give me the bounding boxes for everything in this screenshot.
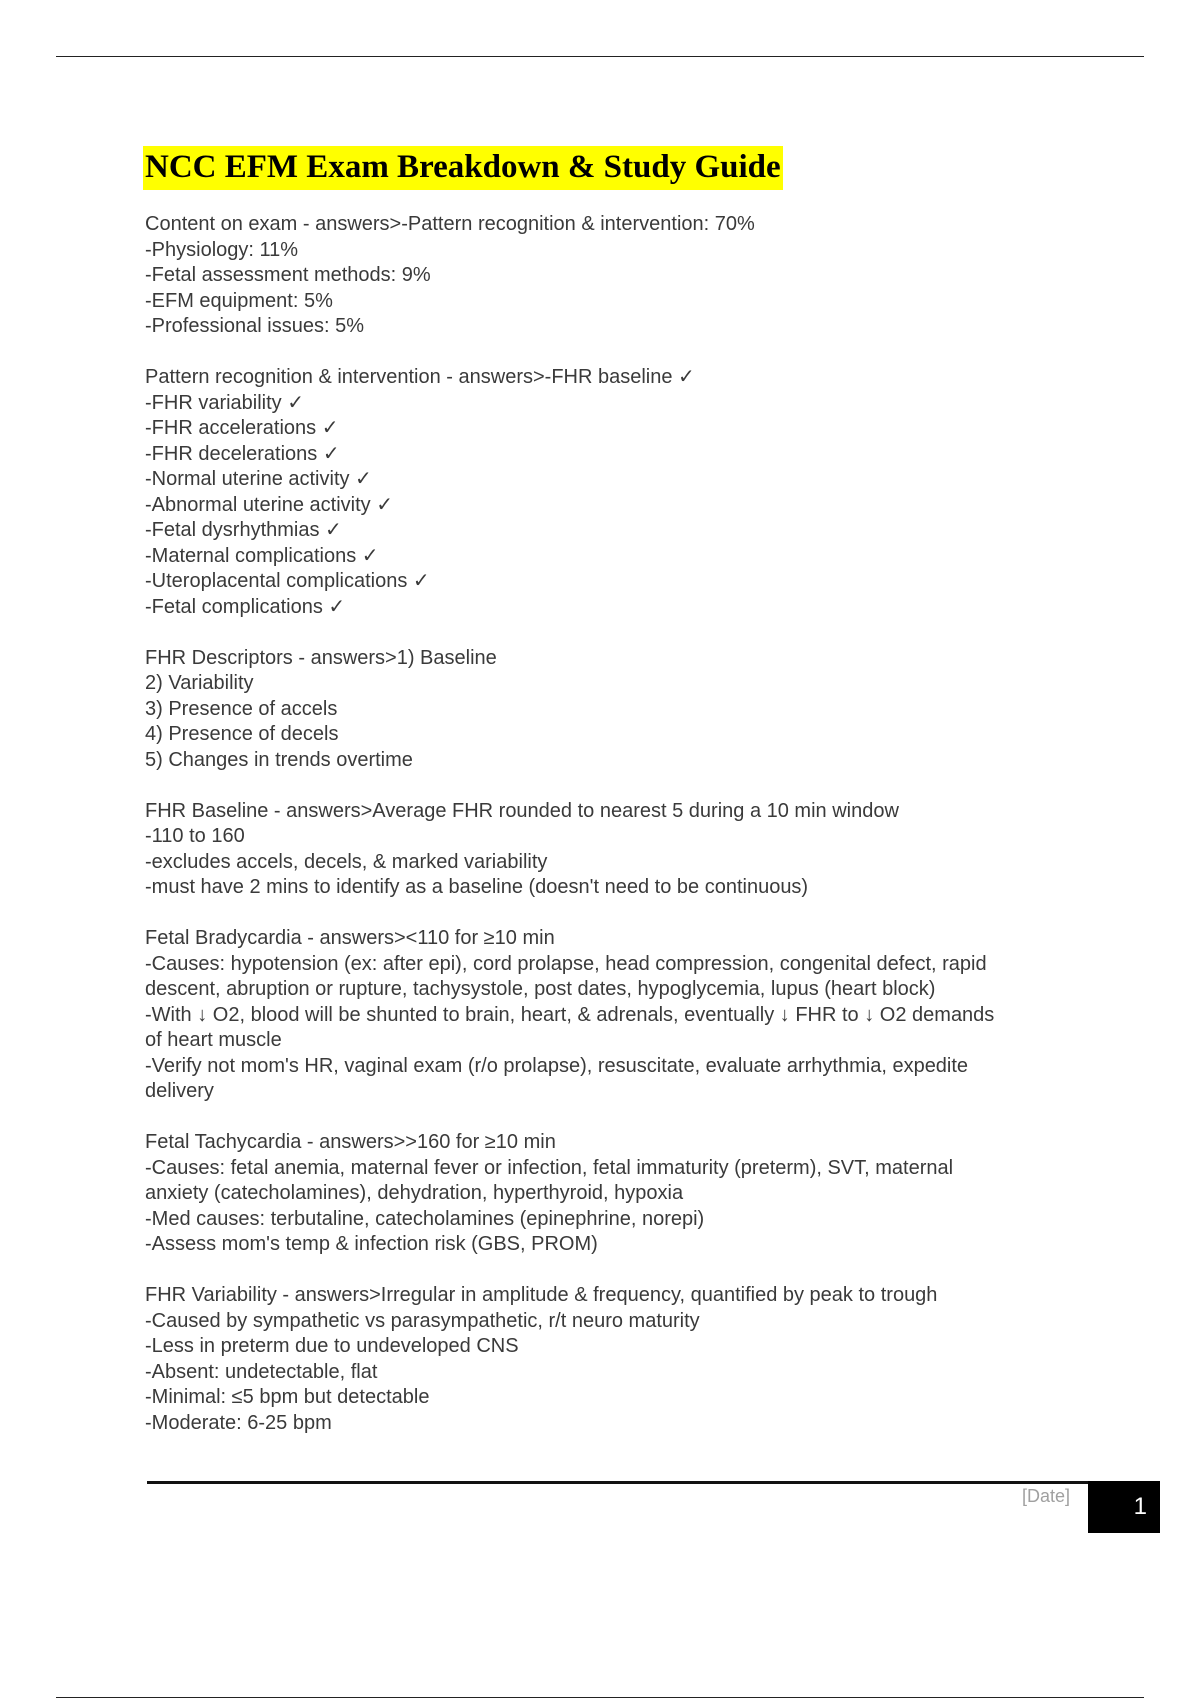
text-line: -EFM equipment: 5% <box>145 289 333 312</box>
section <box>145 926 1105 1105</box>
text-line: -Abnormal uterine activity ✓ <box>145 493 393 516</box>
section <box>145 646 1105 774</box>
text-line: Fetal Tachycardia - answers>>160 for ≥10 min <box>145 1131 556 1153</box>
text-line: 5) Changes in trends overtime <box>145 748 413 771</box>
text-line: -Minimal: ≤5 bpm but detectable <box>145 1386 430 1408</box>
text-line: descent, abruption or rupture, tachysystole, post dates, hypoglycemia, lupus (heart block) <box>145 978 936 1000</box>
text-line: -Fetal assessment methods: 9% <box>145 264 431 286</box>
text-line: -Professional issues: 5% <box>145 315 364 337</box>
study-guide-sections <box>145 212 1105 1436</box>
text-line: -FHR accelerations ✓ <box>145 417 339 439</box>
text-line: -Fetal complications ✓ <box>145 595 346 618</box>
text-line: Fetal Bradycardia - answers><110 for ≥10 min <box>145 927 555 949</box>
footer-rule <box>147 1481 1160 1484</box>
section <box>145 1130 1105 1258</box>
section <box>145 1283 1105 1436</box>
text-line: -Causes: hypotension (ex: after epi), cord prolapse, head compression, congenital defect, rapid <box>145 952 987 975</box>
text-line: delivery <box>145 1080 214 1102</box>
text-line: -110 to 160 <box>145 825 245 847</box>
text-line: -With ↓ O2, blood will be shunted to brain, heart, & adrenals, eventually ↓ FHR to ↓ O2 demands <box>145 1003 995 1026</box>
text-line: -Fetal dysrhythmias ✓ <box>145 519 342 541</box>
text-line: -must have 2 mins to identify as a baseline (doesn't need to be continuous) <box>145 876 809 898</box>
section <box>145 212 1105 340</box>
text-line: FHR Variability - answers>Irregular in amplitude & frequency, quantified by peak to trough <box>145 1284 938 1306</box>
text-line: Content on exam - answers>-Pattern recognition & intervention: 70% <box>145 213 755 235</box>
text-line: -excludes accels, decels, & marked variability <box>145 850 548 873</box>
section <box>145 365 1105 620</box>
text-line: 4) Presence of decels <box>145 723 339 745</box>
text-line: -Maternal complications ✓ <box>145 544 379 567</box>
text-line: -Med causes: terbutaline, catecholamines (epinephrine, norepi) <box>145 1207 705 1230</box>
document-title: NCC EFM Exam Breakdown & Study Guide <box>143 146 783 190</box>
text-line: FHR Baseline - answers>Average FHR rounded to nearest 5 during a 10 min window <box>145 799 899 822</box>
text-line: -Absent: undetectable, flat <box>145 1360 378 1383</box>
text-line: -Verify not mom's HR, vaginal exam (r/o prolapse), resuscitate, evaluate arrhythmia, expedite <box>145 1054 969 1077</box>
text-line: -Physiology: 11% <box>145 238 299 261</box>
text-line: FHR Descriptors - answers>1) Baseline <box>145 646 497 669</box>
top-rule <box>56 56 1144 57</box>
text-line: -FHR variability ✓ <box>145 391 304 414</box>
text-line: -Less in preterm due to undeveloped CNS <box>145 1335 519 1357</box>
text-line: -Uteroplacental complications ✓ <box>145 570 430 592</box>
text-line: -Moderate: 6-25 bpm <box>145 1411 332 1434</box>
page-content <box>145 146 1105 1462</box>
text-line: -Normal uterine activity ✓ <box>145 468 372 490</box>
text-line: 2) Variability <box>145 672 254 694</box>
bottom-rule <box>56 1697 1144 1698</box>
text-line: -FHR decelerations ✓ <box>145 442 340 465</box>
page-number-box <box>1088 1481 1160 1533</box>
text-line: of heart muscle <box>145 1029 282 1051</box>
text-line: 3) Presence of accels <box>145 697 338 720</box>
text-line: -Causes: fetal anemia, maternal fever or infection, fetal immaturity (preterm), SVT, maternal <box>145 1156 954 1179</box>
text-line: anxiety (catecholamines), dehydration, hyperthyroid, hypoxia <box>145 1182 684 1204</box>
page-number: 1 <box>1133 1493 1147 1520</box>
text-line: Pattern recognition & intervention - answers>-FHR baseline ✓ <box>145 366 695 388</box>
text-line: -Caused by sympathetic vs parasympathetic, r/t neuro maturity <box>145 1309 700 1332</box>
text-line: -Assess mom's temp & infection risk (GBS, PROM) <box>145 1233 598 1255</box>
footer-date: [Date] <box>1021 1486 1070 1506</box>
section <box>145 799 1105 901</box>
